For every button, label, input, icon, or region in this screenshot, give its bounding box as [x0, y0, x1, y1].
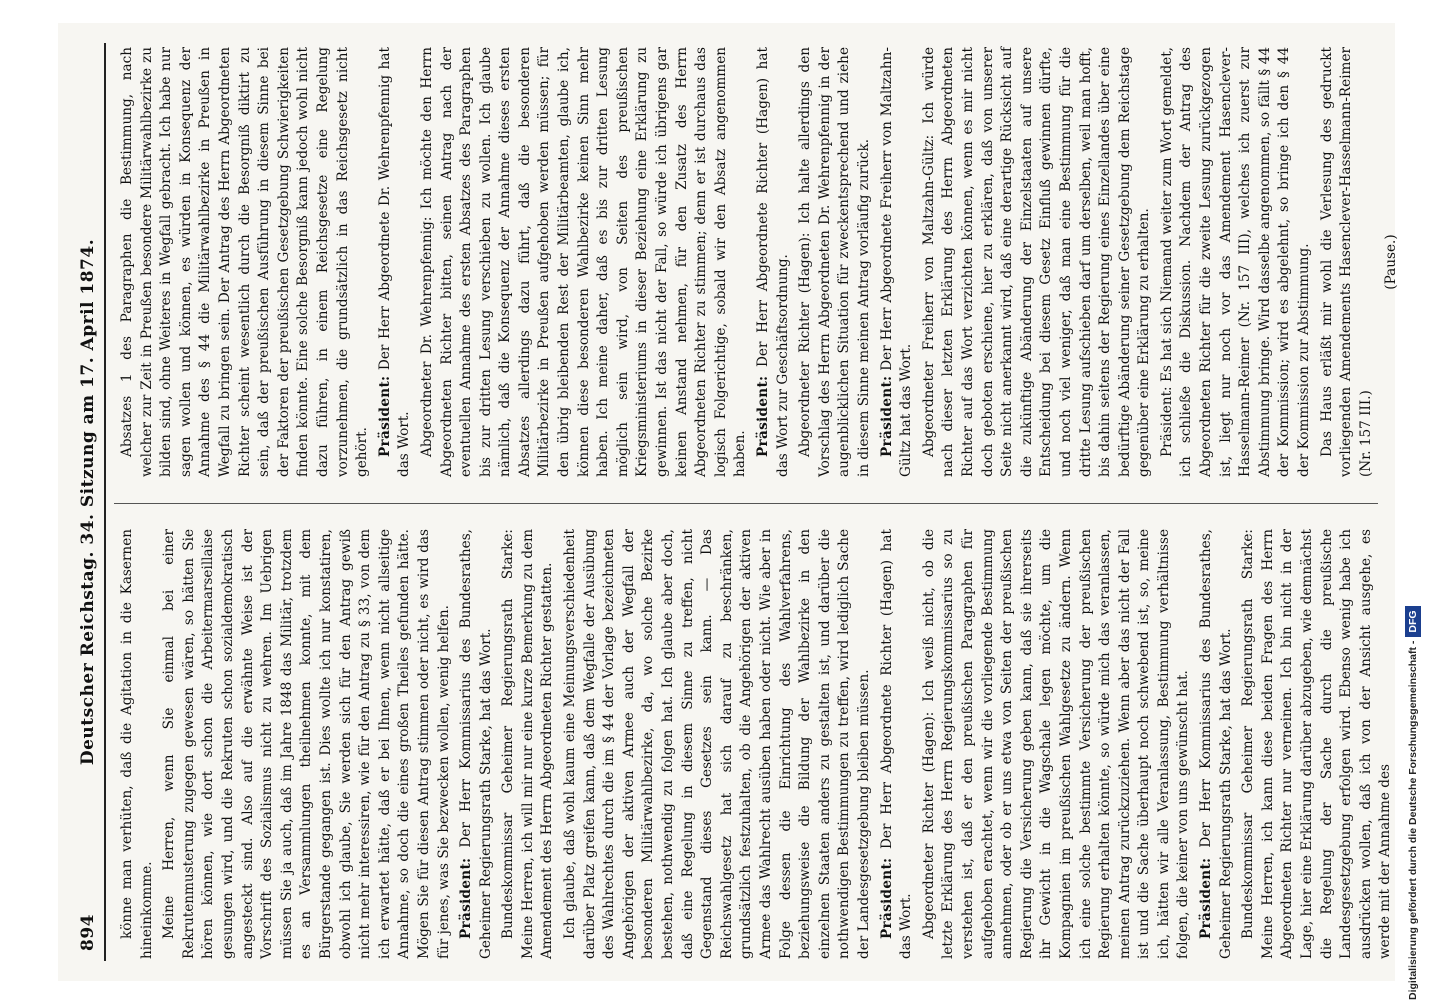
paragraph: könne man verhüten, daß die Agitation in die Kasernen hineinkomme.	[119, 529, 155, 959]
speaker-text: Der Herr Abgeordnete Richter (Hagen) hat das Wort zur Geschäftsordnung.	[755, 47, 791, 477]
speaker-text: Der Herr Abgeordnete Richter (Hagen) hat das Wort.	[878, 529, 915, 959]
text-column-left	[118, 529, 1394, 959]
paragraph: Bundeskommissar Geheimer Regierungsrath Starke: Meine Herren, ich kann diese beiden Fragen des Herrn Abgeordneten Richter nur verneinen. Ich bin nicht in der Lage, hier eine Erklärung darüber abzugeben, wie demnächst die Regelung der Sache durch die preußische Landesgesetzgebung erfolgen wird. Ebenso wenig habe ich ausdrücken wollen, daß ich von der Ansicht ausgehe, es werde mit der Annahme des	[1240, 529, 1394, 959]
digitization-note-text: Digitalisierung gefördert durch die Deutsche Forschungsgemeinschaft -	[1407, 640, 1419, 1000]
speaker-turn	[754, 47, 793, 477]
paragraph: Abgeordneter Richter (Hagen): Ich halte allerdings den Vorschlag des Herrn Abgeordneten Dr. Wehrenpfennig in der augenblicklichen Situation für zweckentsprechend und ziehe in diesem Sinne meinen Antrag vorläufig zurück.	[797, 47, 872, 477]
paragraph: Präsident: Es hat sich Niemand weiter zum Wort gemeldet, ich schließe die Diskussion. Nachdem der Antrag des Abgeordneten Richter für die zweite Lesung zurückgezogen ist, liegt nur noch vor das Amendement Hasenclever-Hasselmann-Reimer (Nr. 157 III), welches ich zuerst zur Abstimmung bringe. Wird dasselbe angenommen, so fällt § 44 der Kommission; wird es abgelehnt, so bringe ich den § 44 der Kommission zur Abstimmung.	[1158, 47, 1313, 477]
speaker-text: Der Herr Kommissarius des Bundesrathes, Geheimer Regierungsrath Starke, hat das Wort.	[458, 529, 494, 959]
dfg-logo: DFG	[1405, 606, 1421, 636]
speaker-label: Präsident:	[878, 857, 895, 939]
scanned-page	[58, 23, 1400, 981]
paragraph: Abgeordneter Freiherr von Maltzahn-Gültz: Ich würde nach dieser letzten Erklärung des Herrn Abgeordneten Richter auf das Wort verzichten können, wenn es mir nicht doch geboten erschiene, hier zu erklären, daß von unserer Seite nicht anerkannt wird, daß eine derartige Rücksicht auf die zukünftige Abänderung der Einzelstaaten auf unsere Entscheidung bei diesem Gesetz Einfluß gewinnen dürfte, und noch viel weniger, daß man eine Bestimmung für die dritte Lesung aufschieben darf um derselben, weil man hofft, bis dahin seitens der Regierung eines Einzellandes über eine bedürftige Abänderung seiner Gesetzgebung dem Reichstage gegenüber eine Erklärung zu erhalten.	[920, 47, 1153, 477]
speaker-turn	[376, 47, 415, 477]
paragraph: Absatzes 1 des Paragraphen die Bestimmung, nach welcher zur Zeit in Preußen besondere Militärwahlbezirke zu bilden sind, ohne Weiteres in Wegfall gebracht. Ich habe nur sagen wollen und können, es würden in Konsequenz der Annahme des § 44 die Militärwahlbezirke in Preußen in Wegfall zu bringen sein. Der Antrag des Herrn Abgeordneten Richter scheint wesentlich durch die Besorgniß diktirt zu sein, daß der preußischen Ausführung in diesem Sinne bei der Faktoren der preußischen Gesetzgebung Schwierigkeiten finden könnte. Eine solche Besorgniß kann jedoch wohl nicht dazu führen, in einem Reichsgesetze eine Regelung vorzunehmen, die grundsätzlich in das Reichsgesetz nicht gehört.	[119, 47, 371, 477]
speaker-turn	[457, 529, 496, 959]
speaker-text: Der Herr Abgeordnete Dr. Wehrenpfennig hat das Wort.	[376, 47, 413, 477]
speaker-turn	[878, 47, 917, 477]
header-rule	[104, 43, 106, 961]
page-title: Deutscher Reichstag. 34. Sitzung am 17. April 1874.	[78, 238, 98, 766]
paragraph: Meine Herren, wenn Sie einmal bei einer Rekrutenmusterung zugegen gewesen wären, so hätten Sie hören können, wie dort schon die Arbeitermarseillaise gesungen wird, und die Rekruten schon sozialdemokratisch angesteckt sind. Also auf die erwähnte Weise ist der Vorschrift des Sozialismus nicht zu wehren. Im Uebrigen müssen Sie ja auch, daß im Jahre 1848 das Militär, trotzdem es an Versammlungen theilnehmen konnte, mit dem Bürgerstande gegangen ist. Dies wollte ich nur konstatiren, obwohl ich glaube, Sie werden sich für den Antrag gewiß nicht mehr interessiren, wie für den Antrag zu § 33, von dem ich erwartet hätte, daß er bei Ihnen, wenn nicht allseitige Annahme, so doch die eines großen Theiles gefunden hätte. Mögen Sie für diesen Antrag stimmen oder nicht, es wird das für jenes, was Sie bezwecken wollen, wenig helfen.	[161, 529, 452, 959]
speaker-text: Der Herr Abgeordnete Freiherr von Maltzahn-Gültz hat das Wort.	[878, 47, 915, 477]
speaker-label: Präsident:	[458, 857, 475, 939]
speaker-turn	[1197, 529, 1236, 959]
column-divider	[114, 503, 1378, 504]
paragraph: Das Haus erläßt mir wohl die Verlesung des gedruckt vorliegenden Amendements Hasenclever-Hasselmann-Reimer (Nr. 157 III.)	[1318, 47, 1374, 477]
paragraph: Abgeordneter Dr. Wehrenpfennig: Ich möchte den Herrn Abgeordneten Richter bitten, seinen Antrag nach der eventuellen Annahme des ersten Absatzes des Paragraphen bis zur dritten Lesung verschieben zu wollen. Ich glaube nämlich, daß die Konsequenz der Annahme dieses ersten Absatzes allerdings dazu führt, daß die besonderen Militärbezirke in Preußen aufgehoben werden müssen; für den übrig bleibenden Rest der Militärbeamten, glaube ich, können diese besonderen Wahlbezirke keinen Sinn mehr haben. Ich meine daher, daß es bis zur dritten Lesung möglich sein wird, von Seiten des preußischen Kriegsministeriums in dieser Beziehung eine Erklärung zu gewinnen. Ist das nicht der Fall, so würde ich übrigens gar keinen Anstand nehmen, für den Zusatz des Herrn Abgeordneten Richter zu stimmen; denn er ist durchaus das logisch Folgerichtige, sobald wir den Absatz angenommen haben.	[418, 47, 749, 477]
digitization-note	[1400, 40, 1426, 1000]
speaker-label: Präsident:	[878, 375, 895, 457]
rotated-page-content	[58, 23, 1400, 981]
speaker-turn	[878, 529, 917, 959]
speaker-text: Der Herr Kommissarius des Bundesrathes, Geheimer Regierungsrath Starke, hat das Wort.	[1198, 529, 1234, 959]
speaker-label: Präsident:	[755, 375, 771, 457]
paragraph: Bundeskommissar Geheimer Regierungsrath Starke: Meine Herren, ich will mir nur eine kurze Bemerkung zu dem Amendement des Herrn Abgeordneten Richter gestatten.	[500, 529, 556, 959]
paragraph: Abgeordneter Richter (Hagen): Ich weiß nicht, ob die letzte Erklärung des Herrn Regierungskommissarius so zu verstehen ist, daß er den preußischen Paragraphen für aufgehoben erachtet, wenn wir die vorliegende Bestimmung annehmen, oder ob er uns etwa von Seiten der preußischen Regierung die Versicherung geben kann, daß sie ihrerseits ihr Gewicht in die Wagschale legen möchte, um die Kompagnien im preußischen Wahlgesetze zu ändern. Wenn ich eine solche bestimmte Versicherung der preußischen Regierung erhalten könnte, so würde mich das veranlassen, meinen Antrag zurückzuziehen. Wenn aber das nicht der Fall ist und die Sache überhaupt noch schwebend ist, so, meine ich, hätten wir alle Veranlassung, Bestimmung verhältnisse folgen, die keiner von uns gewünscht hat.	[920, 529, 1192, 959]
paragraph: Ich glaube, daß wohl kaum eine Meinungsverschiedenheit darüber Platz greifen kann, daß dem Wegfalle der Ausübung des Wahlrechtes durch die im § 44 der Vorlage bezeichneten Angehörigen der aktiven Armee auch der Wegfall der besonderen Militärwahlbezirke, da, wo solche Bezirke bestehen, nothwendig zu folgen hat. Ich glaube aber doch, daß eine Regelung in diesem Sinne zu treffen, nicht Gegenstand dieses Gesetzes sein kann. — Das Reichswahlgesetz hat sich darauf zu beschränken, grundsätzlich festzuhalten, ob die Angehörigen der aktiven Armee das Wahlrecht ausüben haben oder nicht. Wie aber in Folge dessen die Einrichtung des Wahlverfahrens, beziehungsweise die Bildung der Wahlbezirke in den einzelnen Staaten anders zu gestalten ist, und darüber die nothwendigen Bestimmungen zu treffen, wird lediglich Sache der Landesgesetzgebung bleiben müssen.	[562, 529, 872, 959]
text-column-right	[118, 47, 1400, 477]
page-header	[72, 53, 106, 951]
page-number: 894	[78, 914, 98, 951]
speaker-label: Präsident:	[376, 375, 393, 457]
centered-note: (Pause.)	[1383, 234, 1400, 290]
speaker-label: Präsident:	[1198, 857, 1215, 939]
